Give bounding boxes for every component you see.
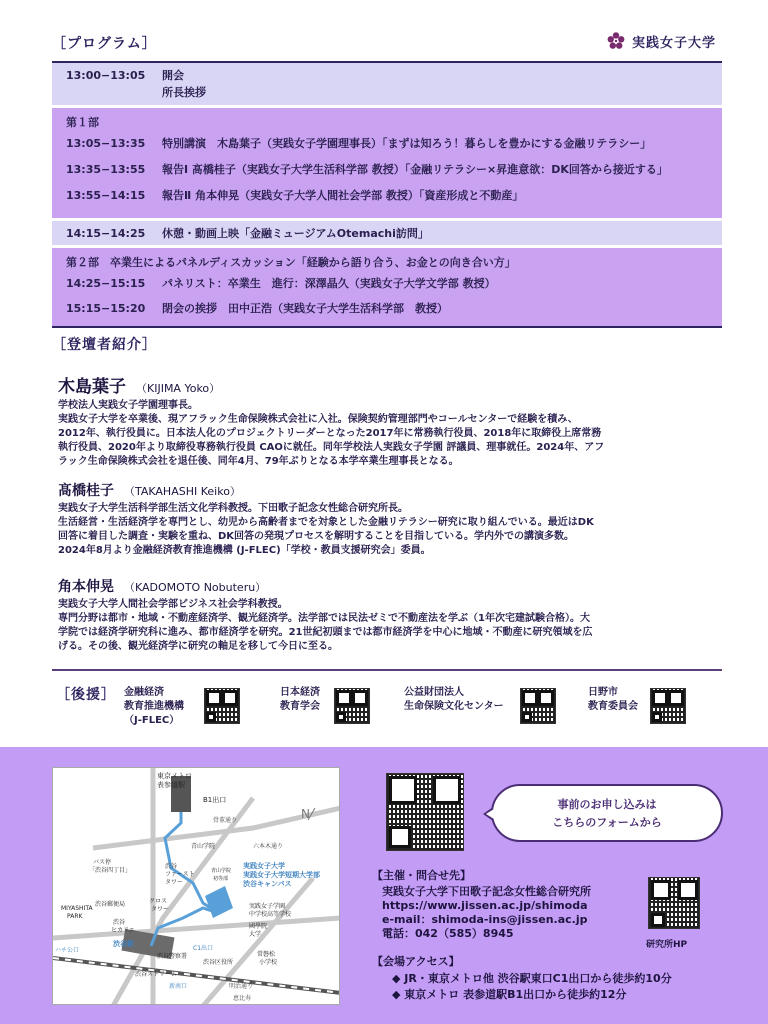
svg-text:N: N — [301, 807, 310, 821]
speaker-name: 髙橋桂子 — [58, 483, 114, 499]
university-logo — [606, 31, 716, 51]
speaker-name-en: （KIJIMA Yoko） — [136, 382, 221, 395]
bubble-tail-inner — [486, 809, 494, 819]
speaker-takahashi — [58, 480, 722, 558]
speaker-bio: 実践女子大学人間社会学部ビジネス社会学科教授。 専門分野は都市・地域・不動産経済学、観光経済学。法学部では民法ゼミで不動産法を学ぶ（1年次宅建試験合格）。大 学院では経済学研究科に進み、都市経済学を研究。21世紀初頭までは都市経済学を中心に地域・不動産に研究領域を広 げる。その後、観光経済学に研究の軸足を移して今日に至る。 — [58, 599, 593, 652]
qr-code-icon[interactable] — [650, 688, 686, 724]
svg-text:常磐松: 常磐松 — [257, 951, 276, 958]
svg-text:「渋谷四丁目」: 「渋谷四丁目」 — [89, 867, 132, 874]
program-row: 13:05−13:35 特別講演 木島葉子（実践女子学園理事長）「まずは知ろう！暮らしを豊かにする金融リテラシー」 — [66, 136, 652, 150]
program-row: 13:55−14:15 報告Ⅱ 角本伸晃（実践女子大学人間社会学部 教授）「資産形成と不動産」 — [66, 188, 524, 202]
organizer-email[interactable]: e-mail：shimoda-ins@jissen.ac.jp — [382, 913, 588, 926]
svg-text:東京メトロ: 東京メトロ — [157, 772, 192, 780]
svg-text:表参道駅: 表参道駅 — [157, 781, 185, 789]
qr-code-icon[interactable] — [520, 688, 556, 724]
svg-text:初等部: 初等部 — [213, 876, 229, 882]
svg-text:渋谷ストリーム: 渋谷ストリーム — [135, 971, 178, 978]
supporter-jili: 公益財団法人 生命保険文化センター — [404, 687, 504, 712]
svg-text:ファースト: ファースト — [165, 871, 195, 878]
speaker-name: 角本伸晃 — [58, 579, 114, 595]
svg-text:タワー: タワー — [165, 879, 184, 886]
svg-text:國學院: 國學院 — [249, 923, 268, 930]
svg-text:六本木通り: 六本木通り — [253, 843, 284, 850]
break-block — [52, 221, 722, 245]
access-route-jr: ◆ JR・東京メトロ他 渋谷駅東口C1出口から徒歩約10分 — [392, 972, 672, 985]
qr-code-icon[interactable] — [334, 688, 370, 724]
svg-text:C1出口: C1出口 — [193, 945, 214, 952]
speaker-name-en: （TAKAHASHI Keiko） — [124, 485, 241, 498]
svg-text:渋谷駅: 渋谷駅 — [113, 940, 134, 948]
venue-access — [372, 953, 672, 1003]
svg-text:渋谷区役所: 渋谷区役所 — [203, 959, 234, 966]
svg-text:実践女子学園: 実践女子学園 — [249, 903, 286, 910]
part2-block — [52, 248, 722, 326]
svg-text:ハチ公口: ハチ公口 — [55, 947, 80, 954]
opening-time: 13:00−13:05 — [66, 68, 146, 82]
supporter-jsee: 日本経済 教育学会 — [280, 687, 320, 712]
svg-text:恵比寿: 恵比寿 — [233, 995, 252, 1002]
part1-block — [52, 108, 722, 218]
supporter-jflec: 金融経済 教育推進機構 （J-FLEC） — [124, 687, 184, 726]
qr-code-icon[interactable] — [204, 688, 240, 724]
svg-text:渋谷郵便局: 渋谷郵便局 — [95, 901, 126, 908]
svg-text:バス停: バス停 — [93, 859, 112, 866]
speaker-kijima — [58, 372, 722, 469]
svg-text:B1出口: B1出口 — [203, 796, 227, 804]
access-heading: 【会場アクセス】 — [372, 955, 460, 968]
svg-text:実践女子大学短期大学部: 実践女子大学短期大学部 — [243, 871, 320, 879]
section-divider — [52, 669, 722, 671]
organizer-url[interactable]: https://www.jissen.ac.jp/shimoda — [382, 899, 588, 912]
access-map[interactable] — [52, 767, 340, 1005]
svg-text:渋谷: 渋谷 — [165, 863, 178, 870]
opening-greeting: 所長挨拶 — [162, 86, 206, 99]
opening-label: 開会 — [162, 69, 184, 82]
svg-text:新南口: 新南口 — [169, 983, 188, 990]
speaker-bio: 学校法人実践女子学園理事長。 実践女子大学を卒業後、現アフラック生命保険株式会社に入社。保険契約管理部門やコールセンターで経験を積み、 2012年、執行役員に。日本法人化のプロジェクトリーダーとなった2017年に常務執行役員、2018年に取締役上席常務 執行役員、2020年より取締役専務執行役員 CAOに就任。同年学校法人実践女子学園 評議員、理事就任。2024年、アフ ラック生命保険株式会社を退任後、同年4月、79年ぶりとなる本学卒業生理事長となる。 — [58, 400, 605, 467]
access-route-metro: ◆ 東京メトロ 表参道駅B1出口から徒歩約12分 — [392, 988, 627, 1001]
svg-text:小学校: 小学校 — [259, 959, 278, 966]
speaker-bio: 実践女子大学生活科学部生活文化学科教授。下田歌子記念女性総合研究所長。 生活経営・生活経済学を専門とし、幼児から高齢者までを対象とした金融リテラシー研究に取り組んでいる。最近はDK 回答に着目した調査・実験を重ね、DK回答の発現プロセスを解明することを目指している。学内外での講演多数。 2024年8月より金融経済教育推進機構 (J-FLEC)「学校・教員支援研究会」委員。 — [58, 503, 594, 556]
program-row: 13:35−13:55 報告Ⅰ 髙橋桂子（実践女子大学生活科学部 教授）「金融リテラシー×昇進意欲：DK回答から接近する」 — [66, 162, 668, 176]
speaker-name-en: （KADOMOTO Nobuteru） — [124, 581, 267, 594]
svg-text:タワー: タワー — [151, 906, 170, 913]
speaker-name: 木島葉子 — [58, 377, 126, 397]
svg-text:クロス: クロス — [149, 898, 168, 905]
map-drawing — [53, 768, 340, 1005]
organizer-info — [372, 867, 591, 941]
speakers-title: ［登壇者紹介］ — [52, 337, 157, 353]
program-row: 14:25−15:15 パネリスト：卒業生 進行：深澤晶久（実践女子大学文学部 教授） — [66, 276, 496, 290]
svg-text:ヒカリエ: ヒカリエ — [111, 927, 135, 934]
svg-text:MIYASHITA: MIYASHITA — [61, 905, 93, 912]
opening-block — [52, 63, 722, 105]
support-title: ［後援］ — [56, 687, 116, 703]
speaker-kadomoto — [58, 576, 722, 654]
break-time: 14:15−14:25 — [66, 226, 146, 240]
program-row: 15:15−15:20 閉会の挨拶 田中正浩（実践女子大学生活科学部 教授） — [66, 301, 448, 315]
program-title: ［プログラム］ — [52, 36, 157, 52]
svg-text:PARK: PARK — [67, 913, 83, 920]
svg-text:骨董通り: 骨董通り — [213, 817, 238, 824]
logo-text: 実践女子大学 — [631, 35, 716, 51]
break-text: 休憩・動画上映「金融ミュージアムOtemachi訪問」 — [162, 227, 429, 240]
svg-text:明治通り: 明治通り — [229, 983, 254, 990]
svg-text:渋谷: 渋谷 — [113, 919, 126, 926]
institute-hp-label: 研究所HP — [646, 940, 688, 950]
part1-heading: 第１部 — [66, 116, 99, 129]
program-table — [52, 61, 722, 328]
supporter-hino: 日野市 教育委員会 — [588, 687, 638, 712]
application-form-qr-icon[interactable] — [386, 773, 464, 851]
application-callout: 事前のお申し込みは こちらのフォームから — [491, 784, 723, 842]
svg-text:渋谷警察署: 渋谷警察署 — [157, 953, 188, 960]
support-section — [52, 684, 722, 732]
svg-text:中学校高等学校: 中学校高等学校 — [249, 911, 292, 918]
svg-text:実践女子大学: 実践女子大学 — [243, 862, 285, 870]
svg-text:渋谷キャンパス: 渋谷キャンパス — [243, 880, 292, 888]
research-institute-qr-icon[interactable] — [648, 877, 700, 929]
svg-text:青山学院: 青山学院 — [191, 843, 216, 850]
part2-heading: 第２部 卒業生によるパネルディスカッション「経験から語り合う、お金との向き合い方」 — [66, 256, 516, 269]
flower-logo-icon — [606, 31, 626, 51]
organizer-heading: 【主催・問合せ先】 — [372, 869, 471, 882]
organizer-name: 実践女子大学下田歌子記念女性総合研究所 — [382, 885, 591, 898]
svg-text:大学: 大学 — [249, 931, 262, 938]
info-footer — [0, 747, 768, 1024]
organizer-phone: 電話：042（585）8945 — [382, 927, 514, 940]
svg-text:青山学院: 青山学院 — [211, 868, 232, 874]
